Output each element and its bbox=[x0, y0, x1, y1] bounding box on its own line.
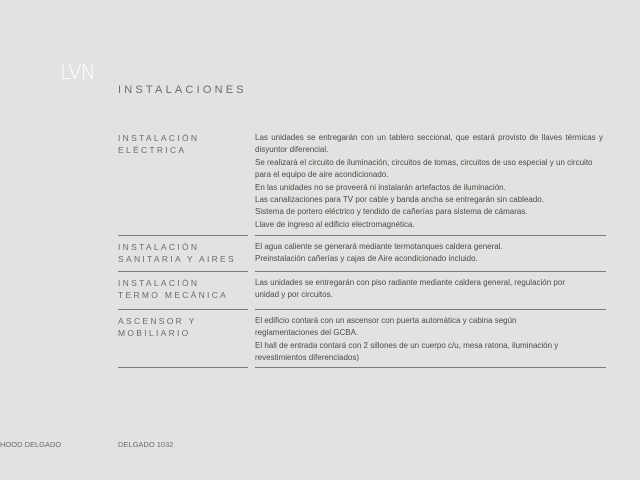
list-item-ascensor bbox=[118, 310, 606, 367]
divider bbox=[118, 367, 606, 368]
list-item-sanitaria bbox=[118, 236, 606, 271]
item-label: INSTALACIÓN TERMO MECÁNICA bbox=[118, 278, 229, 300]
footer-address: DELGADO 1032 bbox=[118, 440, 174, 449]
list-item-termo-mecanica bbox=[118, 272, 606, 309]
installations-list bbox=[118, 127, 606, 368]
item-description: Las unidades se entregarán con piso radiante mediante caldera general, regulación por unidad y por circuitos. bbox=[255, 278, 565, 300]
footer-project-name: HOOD DELGADO bbox=[0, 440, 62, 449]
brand-logo: LVN bbox=[60, 60, 95, 84]
item-description: Las unidades se entregarán con un tablero seccional, que estará provisto de llaves térmicas y disyuntor diferencial. Se realizará el circuito de iluminación, circuitos de tomas, circuitos de uso especial y un circuito para el equipo de aire acondicionado. En las unidades no se proveerá ni instalarán artefactos de iluminación. Las canalizaciones para TV por cable y banda ancha se entregarán sin cableado. Sistema de portero eléctrico y tendido de cañerías para sistema de cámaras. Llave de ingreso al edificio electromagnética. bbox=[255, 133, 603, 229]
item-label: ASCENSOR Y MOBILIARIO bbox=[118, 316, 197, 338]
item-description: El agua caliente se generará mediante termotanques caldera general. Preinstalación cañerías y cajas de Aire acondicionado incluido. bbox=[255, 242, 503, 264]
list-item-electrica bbox=[118, 127, 606, 235]
item-label: INSTALACIÓN ELÉCTRICA bbox=[118, 133, 200, 155]
item-description: El edificio contará con un ascensor con puerta automática y cabina según reglamentaciones del GCBA. El hall de entrada contará con 2 sillones de un cuerpo c/u, mesa ratona, iluminación y revestimientos diferenciados) bbox=[255, 316, 559, 363]
item-label: INSTALACIÓN SANITARIA Y AIRES bbox=[118, 242, 236, 264]
page-title: INSTALACIONES bbox=[118, 84, 247, 96]
